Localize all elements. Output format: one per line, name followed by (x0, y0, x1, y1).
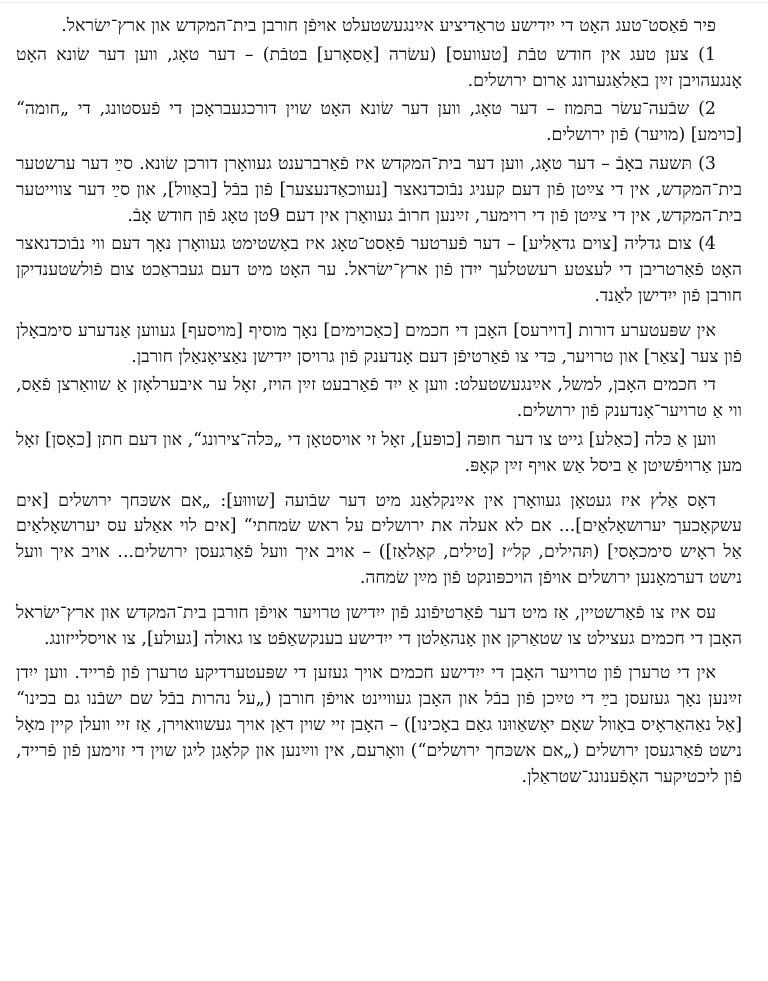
paragraph-4: 3) תּשעה באָבֿ – דער טאָג, ווען דער בית־המקדש איז פֿאַרברענט געוואָרן דורכן שׂונא. סײַ דער ערשטער בית־המקדש, אין די צײַטן פֿון דעם קעניג נבֿוכדנאצר [נעווכאַדנעצער] פֿון בבֿל [באָוול], און סײַ דער צווייטער בית־המקדש, אין די צײַטן פֿון די רוימער, זײַנען חרובֿ געוואָרן אין דעם 9טן טאָג פֿון חודש אָבֿ. (16, 153, 742, 226)
paragraph-6: אין שפּעטערע דורות [דוירעס] האָבן די חכמים [כאַכוימים] נאָך מוסיף [מויסעף] געווען אַנדערע סימבאָלן פֿון צער [צאַר] און טרויער, כּדי צו פֿאַרטיפֿן דעם אָנדענק פֿון גרויסן ייִדישן נאַציאָנאַלן חורבן. (16, 320, 742, 367)
paragraph-3: 2) שבֿעה־עשׂר בתּמוז – דער טאָג, ווען דער שׂונא האָט שוין דורכגעבראָכן די פֿעסטונג, די „חומה“ [כוימע] (מויער) פֿון ירושלים. (16, 99, 742, 146)
paragraph-11: אין די טרערן פֿון טרויער האָבן די ייִדישע חכמים אויך געזען די שפּעטערדיקע טרערן פֿון פֿרייד. ווען ייִדן זײַנען נאָך געזעסן בײַ די טײַכן פֿון בבֿל און האָבן געוויינט אויפֿן חורבן („על נהרות בבֿל שם ישבֿנו גם בכינו“ [אַל נאַהאַראָיס באָוול שאָם יאָשאַווּנו גאַם באָכינו]) – האָבן זיי שוין דאַן אויך געשוואוירן, אַז זיי וועלן קיין מאָל נישט פֿאַרגעסן ירושלים („אם אשכּחך ירושלים“) וואָרעם, אין ווײַנען און קלאָגן ליגן שוין די זוימען פֿון פֿרייד, פֿון ליכטיקער האָפֿענונג־שטראַלן. (16, 663, 742, 787)
paragraph-5: 4) צום גדליה [צוים גדאַליע] – דער פֿערטער פֿאַסט־טאָג איז באַשטימט געוואָרן נאָך דעם ווי נבֿוכדנאצר האָט פֿאַרטריבן די לעצטע רעשטלעך ייִדן פֿון ארץ־ישׂראל. ער האָט מיט דעם געבראַכט צום פֿולשטענדיקן חורבן פֿון ייִדישן לאַנד. (16, 234, 742, 306)
document-body (16, 14, 742, 790)
paragraph-7: די חכמים האָבן, למשל, אײַנגעשטעלט: ווען אַ ייִד פֿאַרבעט זײַן הויז, זאָל ער איבערלאָזן אַ שוואַרצן פֿאַס, ווי אַ טרויער־אָנדענק פֿון ירושלים. (16, 375, 742, 422)
paragraph-9: דאָס אַלץ איז געטאָן געוואָרן אין אײַנקלאַנג מיט דער שבֿועה [שוווּע]: „אם אשכּחך ירושלים [אים עשקאָכעך יערושאָלאַים]... אם לא אעלה את ירושלים על ראש שׂמחתי“ [אים לוי אאַלע עס יערושאָלאַים אַל ראָיש סימכאָסי] (תּהילים, קל״ז [טילים, קאַלאַז]) – אויב איך וועל פֿאַרגעסן ירושלים... אויב איך וועל נישט דערמאָנען ירושלים אויפֿן הויכפּונקט פֿון מײַן שׂמחה. (16, 490, 742, 588)
paragraph-2: 1) צען טעג אין חודש טבֿת [טעוועס] (עשׂרה [אַסאָרע] בטבֿת) – דער טאָג, ווען דער שׂונא האָט אָנגעהויבן זײַן באַלאַגערונג אַרום ירושלים. (16, 44, 742, 91)
scan-edge-line (0, 2, 768, 3)
paragraph-10: עס איז צו פֿאַרשטיין, אַז מיט דער פֿאַרטיפֿונג פֿון ייִדישן טרויער אויפֿן חורבן בית־המקדש און ארץ־ישׂראל האָבן די חכמים געצילט צו שטאַרקן און אָנהאַלטן די ייִדישע בענקשאַפֿט צו גאולה [געולע], צו אויסלייזונג. (16, 602, 742, 649)
paragraph-8: ווען אַ כּלה [כאַלע] גייט צו דער חופּה [כופּע], זאָל זי אויסטאָן די „כּלה־צירונג“, און דעם חתן [כאָסן] זאָל מען אַרויפֿשיטן אַ ביסל אַש אויף זײַן קאָפּ. (16, 429, 742, 476)
paragraph-1: פיר פֿאַסט־טעג האָט די ייִדישע טראַדיציע אײַנגעשטעלט אויפֿן חורבן בית־המקדש און ארץ־ישׂראל. (61, 16, 716, 36)
